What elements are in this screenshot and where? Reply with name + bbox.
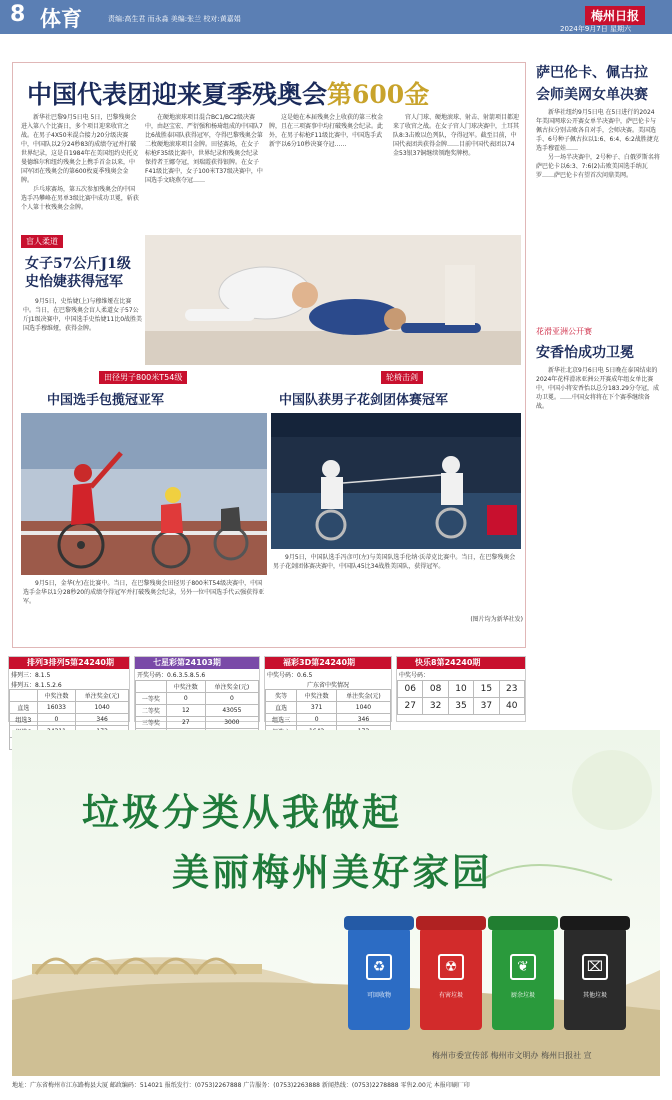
headline-main: 中国代表团迎来夏季残奥会 [27, 80, 328, 109]
tennis-headline-1: 萨巴伦卡、佩古拉 [536, 65, 648, 81]
public-service-banner [12, 730, 660, 1076]
main-article [12, 62, 526, 648]
trash-icon: ⌧ [582, 954, 608, 980]
wheelchair-headline: 中国选手包揽冠亚军 [47, 393, 165, 408]
fc3d-line: 中奖号码：0.6.5 [267, 672, 313, 679]
page-number: 8 [10, 2, 26, 27]
other-bin [564, 926, 626, 1030]
fencing-caption: 9月5日，中国队选手冯彦可(左)与美国队选手伦纳·沃蒂克比赛中。当日，在巴黎残奥会男子花剑团体赛决赛中，中国队45比34战胜美国队，获得冠军。 [273, 554, 516, 570]
lottery-qxc [134, 656, 260, 727]
main-headline [27, 75, 429, 111]
section-title: 体育 [40, 7, 82, 31]
article-col-2: 在硬地滚球项目混合BC1/BC2级决赛中，由赵宝宏、严衍强和杨琦组成的中国队7比6战胜泰国队获得冠军，夺得巴黎残奥会第二枚硬地滚球项目金牌。田径赛场，在女子标枪F35级比赛中，世界纪录和残奥会纪录保持者王娜夺冠，刘瑞霞获得银牌。在女子F41级比赛中，女子100米T37级决赛中，中国选手文晓燕夺冠…… [145, 114, 263, 184]
bin-label-other: 其他垃圾 [582, 992, 607, 999]
wheelchair-caption: 9月5日，金华(左)在比赛中。当日，在巴黎残奥会田径男子800米T54级决赛中，中国选手金华以1分28秒20的成绩夺得冠军并打破残奥会纪录，另外一位中国选手代云强获得亚军。 [23, 580, 265, 605]
fc3d-table: 奖等 中奖注数 单注奖金(元) 直选 371 1040 组选三 0 346 [265, 689, 391, 738]
bin-label-kitchen: 厨余垃圾 [510, 992, 535, 999]
wheelchair-photo-art [21, 413, 267, 575]
issue-date: 2024年9月7日 星期六 [560, 25, 631, 33]
recyclable-bin [348, 926, 410, 1030]
slogan-line-1: 垃圾分类从我做起 [82, 790, 402, 834]
qxc-table: 中奖注数 单注奖金(元) 一等奖 0 0 二等奖 12 43055 三等奖 27 3000 [135, 680, 259, 741]
page-header [0, 0, 672, 34]
pailie-line-1: 排列三：8.1.5 [11, 672, 51, 679]
article-col-3: 这是她在本届残奥会上收获的第三枚金牌，且在三项赛事中均打破残奥会纪录。此外，在男子标枪F11级比赛中，中国选手武新宇以6分10秒决赛夺冠…… [269, 114, 384, 148]
skating-headline: 安香怡成功卫冕 [536, 345, 634, 361]
judo-photo [145, 235, 521, 365]
kl8-line: 中奖号码： [399, 672, 430, 679]
fencing-photo-art [271, 413, 521, 549]
qxc-title: 七星彩第24103期 [135, 657, 259, 669]
headline-gold: 第600金 [327, 80, 430, 109]
slogan-line-2: 美丽梅州美好家园 [172, 850, 492, 894]
tennis-headline-2: 会师美网女单决赛 [536, 87, 648, 103]
kl8-grid: 06 08 10 15 23 27 32 35 37 40 [397, 680, 525, 715]
qxc-line: 开奖号码：0.6.3.5.8.5.6 [137, 672, 206, 679]
kitchen-bin [492, 926, 554, 1030]
skating-subhead: 花滑亚洲公开赛 [536, 327, 592, 336]
wheelchair-photo [21, 413, 267, 575]
food-waste-icon: ❦ [510, 954, 536, 980]
photo-credit: (图片均为新华社发) [470, 616, 523, 623]
pailie-line-2: 排列五：8.1.5.2.6 [11, 682, 62, 689]
page-footer: 地址：广东省梅州市江东路梅县大厦 邮政编码：514021 报纸发行：(0753)2267888 广告服务：(0753)2263888 新闻热线：(0753)2278888 零售2.00元 本报印刷厂印 [12, 1082, 470, 1089]
lottery-fc3d [264, 656, 392, 722]
article-col-1: 新华社巴黎9月5日电 5日，巴黎残奥会进入第八个比赛日，多个项目迎来收官之战。在男子4X50米混合接力20分级决赛中，中国队以2分24秒83的成绩夺冠并打破世界纪录，这是自1984年在美国纽约史托克曼德维尔和纽约残奥会上携手首金以来，中国军团在残奥会的第600枚夏季残奥会金牌。 乒乓球赛场，第五次参加残奥会的中国选手冯攀峰在男单3级比赛中成功卫冕，斩获个人第十枚残奥会金牌。 [21, 114, 139, 211]
lottery-kl8 [396, 656, 526, 722]
hazardous-bin [420, 926, 482, 1030]
fencing-headline: 中国队获男子花剑团体赛冠军 [279, 393, 449, 408]
tennis-article: 新华社纽约9月5日电 在5日进行的2024年美国网球公开赛女单半决赛中，萨巴伦卡与佩古拉分别击败各自对手，会师决赛。美国选手、6号种子佩古拉以1:6、6:4、6:2战胜捷克选手穆霍娃…… 另一场半决赛中，2号种子、白俄罗斯名将萨巴伦卡以6:3、7:6(2)击败美国选手纳瓦罗……萨巴伦卡有望首次问鼎美网。 [536, 109, 660, 179]
hazard-icon: ☢ [438, 954, 464, 980]
judo-headline-1: 女子57公斤J1级 [25, 256, 131, 272]
recycle-icon: ♻ [366, 954, 392, 980]
fencing-photo [271, 413, 521, 549]
pailie-title: 排列3排列5第24240期 [9, 657, 129, 669]
judo-tag: 盲人柔道 [21, 235, 63, 248]
bin-label-hazardous: 有害垃圾 [438, 992, 463, 999]
judo-caption: 9月5日，史怡婕(上)与穆维娅在比赛中。当日，在巴黎残奥会盲人柔道女子57公斤J1级决赛中，中国选手史怡婕11比0战胜美国选手穆维娅，获得金牌。 [23, 298, 143, 332]
newspaper-logo: 梅州日报 [585, 6, 645, 25]
judo-photo-art [145, 235, 521, 365]
lottery-pailie [8, 656, 130, 722]
kl8-title: 快乐8第24240期 [397, 657, 525, 669]
bin-label-recyclable: 可回收物 [366, 992, 391, 999]
wheelchair-tag: 田径男子800米T54级 [99, 371, 187, 384]
fencing-tag: 轮椅击剑 [381, 371, 423, 384]
fc3d-sub: 广东省中奖情况 [306, 682, 349, 689]
editors-line: 责编:高生君 而永淼 美编:张兰 校对:黄嘉娟 [108, 15, 241, 23]
skating-article: 新华社北京9月6日电 5日晚在泰国结束的2024年花样滑冰亚洲公开赛成年组女单比赛中，中国小将安香怡以总分183.29分夺冠，成功卫冕。……中国女将将在下个赛季继续备战。 [536, 367, 659, 410]
fc3d-title: 福彩3D第24240期 [265, 657, 391, 669]
article-col-4: 官人门球、硬地滚球、射击、射箭项目都迎来了收官之战。在女子官人门球决赛中，土耳其队8:3击败以色列队，夺得冠军。截至目前，中国代表团共获得金牌……目前中国代表团以74金53银37铜继续领跑奖牌榜。 [393, 114, 520, 157]
banner-credit: 梅州市委宣传部 梅州市文明办 梅州日报社 宣 [432, 1051, 592, 1060]
judo-headline-2: 史怡婕获得冠军 [25, 274, 123, 290]
pailie-table: 中奖注数 单注奖金(元) 直选 16033 1040 组选3 0 346 [9, 689, 129, 750]
